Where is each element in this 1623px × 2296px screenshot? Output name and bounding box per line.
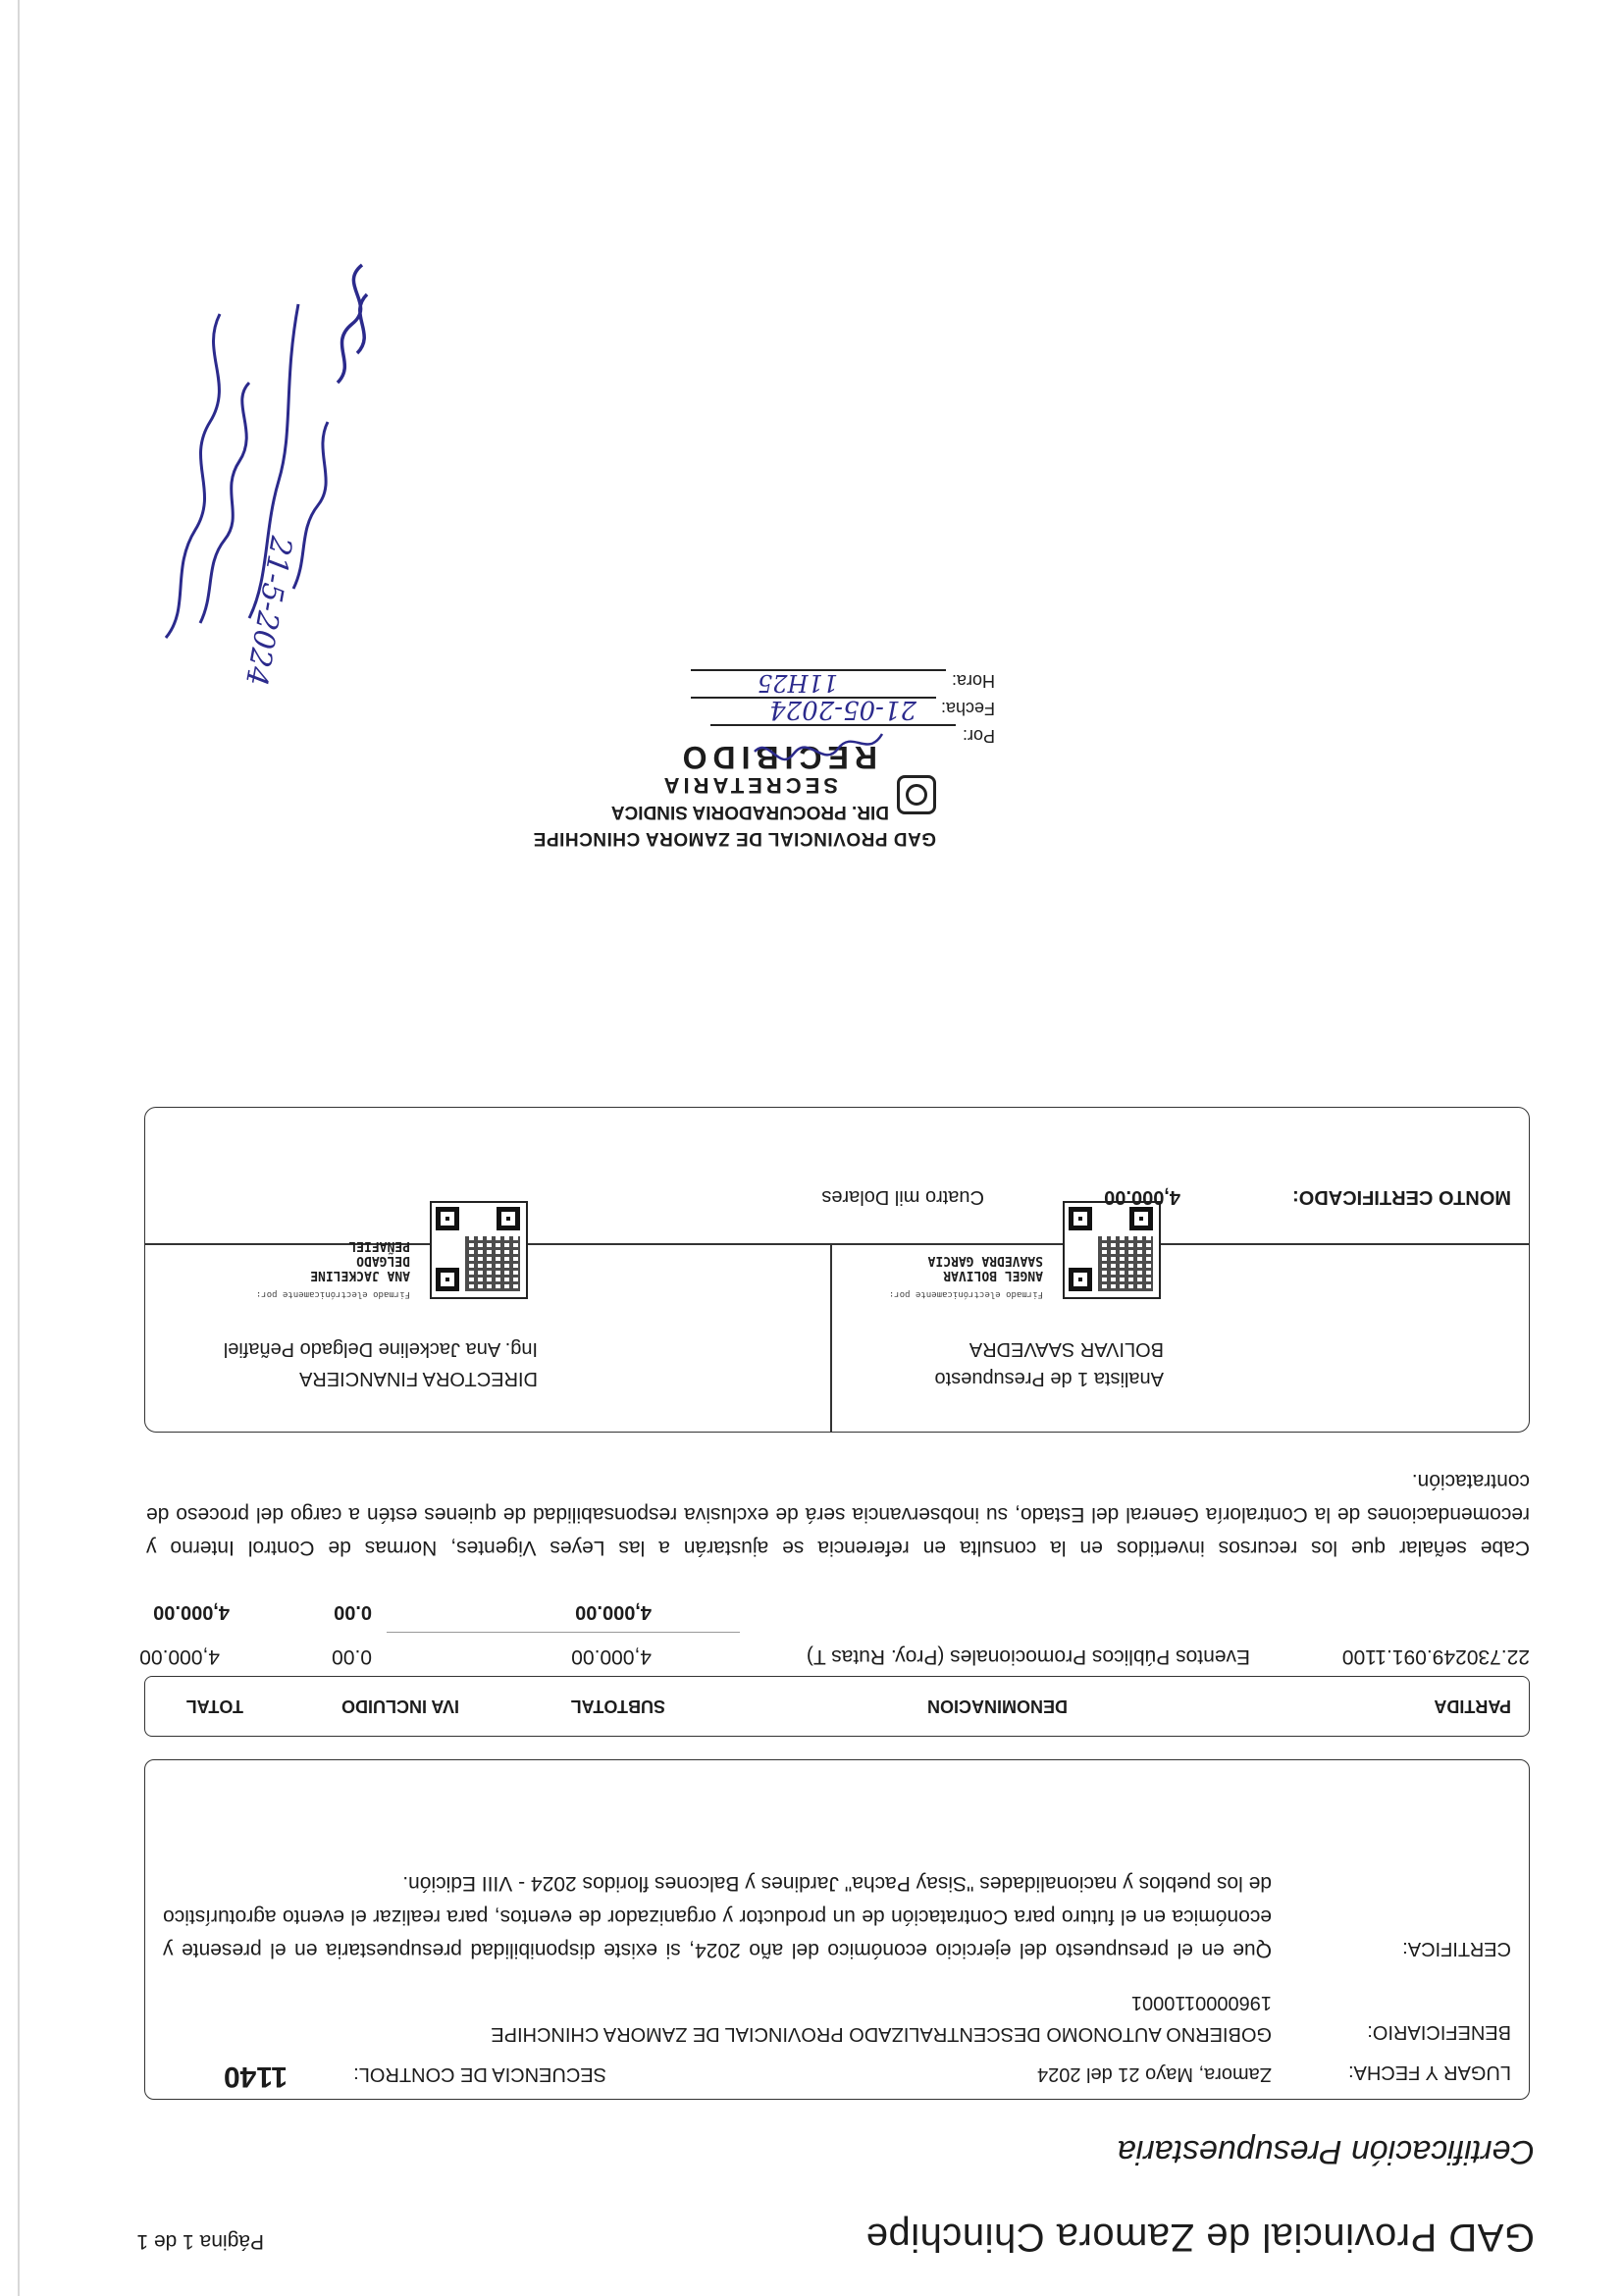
secuencia-value: 1140 (223, 2061, 288, 2093)
stamp-hora-label: Hora: (951, 671, 995, 691)
org-title: GAD Provincial de Zamora Chinchipe (865, 2216, 1535, 2259)
qr-code-signature-analista (1063, 1201, 1161, 1299)
stamp-por-signature (750, 724, 887, 763)
secuencia-label: SECUENCIA DE CONTROL: (353, 2063, 606, 2085)
col-iva: IVA INCLUIDO (341, 1696, 459, 1716)
row-partida: 22.730249.091.1100 (1341, 1645, 1530, 1668)
lugar-fecha-value: Zamora, Mayo 21 del 2024 (1036, 2063, 1272, 2085)
page-indicator: Página 1 de 1 (136, 2230, 264, 2253)
beneficiario-label: BENEFICIARIO: (1367, 2021, 1511, 2043)
handwritten-date: 21-5-2024 (237, 533, 298, 689)
stamp-logo-icon (897, 775, 936, 814)
row-denominacion: Eventos Públicos Promocionales (Proy. Rutas T) (806, 1645, 1250, 1668)
beneficiario-name: GOBIERNO AUTONOMO DESCENTRALIZADO PROVINCIAL DE ZAMORA CHINCHIPE (491, 2023, 1272, 2045)
info-box (144, 1759, 1530, 2100)
signer-name-financiera: Ing. Ana Jackeline Delgado Peñafiel (223, 1338, 538, 1360)
document-title: Certificación Presupuestaria (1117, 2133, 1535, 2170)
digital-name-financiera: ANA JACKELINE DELGADO PEÑAFIEL (310, 1238, 410, 1282)
signer-role-analista: Analista 1 de Presupuesto (934, 1368, 1164, 1389)
signature-box (144, 1107, 1530, 1433)
stamp-por-label: Por: (962, 726, 995, 746)
lugar-fecha-label: LUGAR Y FECHA: (1348, 2061, 1511, 2083)
total-total: 4,000.00 (153, 1601, 230, 1623)
col-total: TOTAL (185, 1696, 243, 1716)
row-iva: 0.00 (332, 1645, 372, 1668)
received-stamp (426, 669, 995, 854)
monto-label: MONTO CERTIFICADO: (1292, 1186, 1511, 1208)
beneficiario-id: 1960000110001 (1130, 1992, 1272, 2013)
total-subtotal: 4,000.00 (575, 1601, 652, 1623)
digital-name-analista: ANGEL BOLIVAR SAAVEDRA GARCIA (927, 1253, 1043, 1282)
total-iva: 0.00 (334, 1601, 372, 1623)
stamp-fecha-value: 21-05-2024 (769, 695, 916, 724)
stamp-hora-value: 11H25 (757, 669, 838, 697)
signature-divider (831, 1245, 833, 1432)
sum-rule (387, 1632, 740, 1633)
signer-name-analista: BOLIVAR SAAVEDRA (969, 1338, 1164, 1360)
certifica-label: CERTIFICA: (1402, 1938, 1511, 1959)
stamp-line-2: DIR. PROCURADORIA SINDICA (610, 802, 889, 822)
digital-caption-financiera: Firmado electrónicamente por: (255, 1289, 410, 1299)
signer-role-financiera: DIRECTORA FINANCIERA (299, 1368, 538, 1389)
monto-value: 4,000.00 (1104, 1186, 1180, 1208)
certifica-text: Que en el presupuesto del ejercicio económico del año 2024, si existe disponibilidad presupuestaria en el presente y económica en el futuro para Contratación de un productor y organizador de eventos, para realizar el evento agroturístico de los pueblos y nacionalidades "Sisay Pacha" Jardines y Balcones floridos 2024 - VIII Edición. (163, 1872, 1272, 1961)
col-denominacion: DENOMINACION (927, 1696, 1068, 1716)
col-subtotal: SUBTOTAL (570, 1696, 665, 1716)
digital-caption-analista: Firmado electrónicamente por: (888, 1289, 1043, 1299)
stamp-line-4: RECIBIDO (676, 740, 877, 775)
col-partida: PARTIDA (1434, 1696, 1511, 1716)
qr-code-signature-financiera (430, 1201, 528, 1299)
table-header (144, 1676, 1530, 1737)
stamp-fecha-label: Fecha: (940, 699, 995, 718)
row-total: 4,000.00 (139, 1645, 220, 1668)
stamp-line-1: GAD PROVINCIAL DE ZAMORA CHINCHIPE (533, 828, 936, 849)
row-subtotal: 4,000.00 (571, 1645, 652, 1668)
monto-words: Cuatro mil Dolares (821, 1186, 984, 1208)
legal-note: Cabe señalar que los recursos invertidos en la consulta en referencia se ajustarán a las Leyes Vigentes, Normas de Control Interno y recomendaciones de la Contraloría General del Estado, su inobservancia será de exclusiva responsabilidad de quienes estén a cargo del proceso de contratación. (146, 1470, 1530, 1559)
stamp-line-3: SECRETARIA (659, 773, 838, 798)
